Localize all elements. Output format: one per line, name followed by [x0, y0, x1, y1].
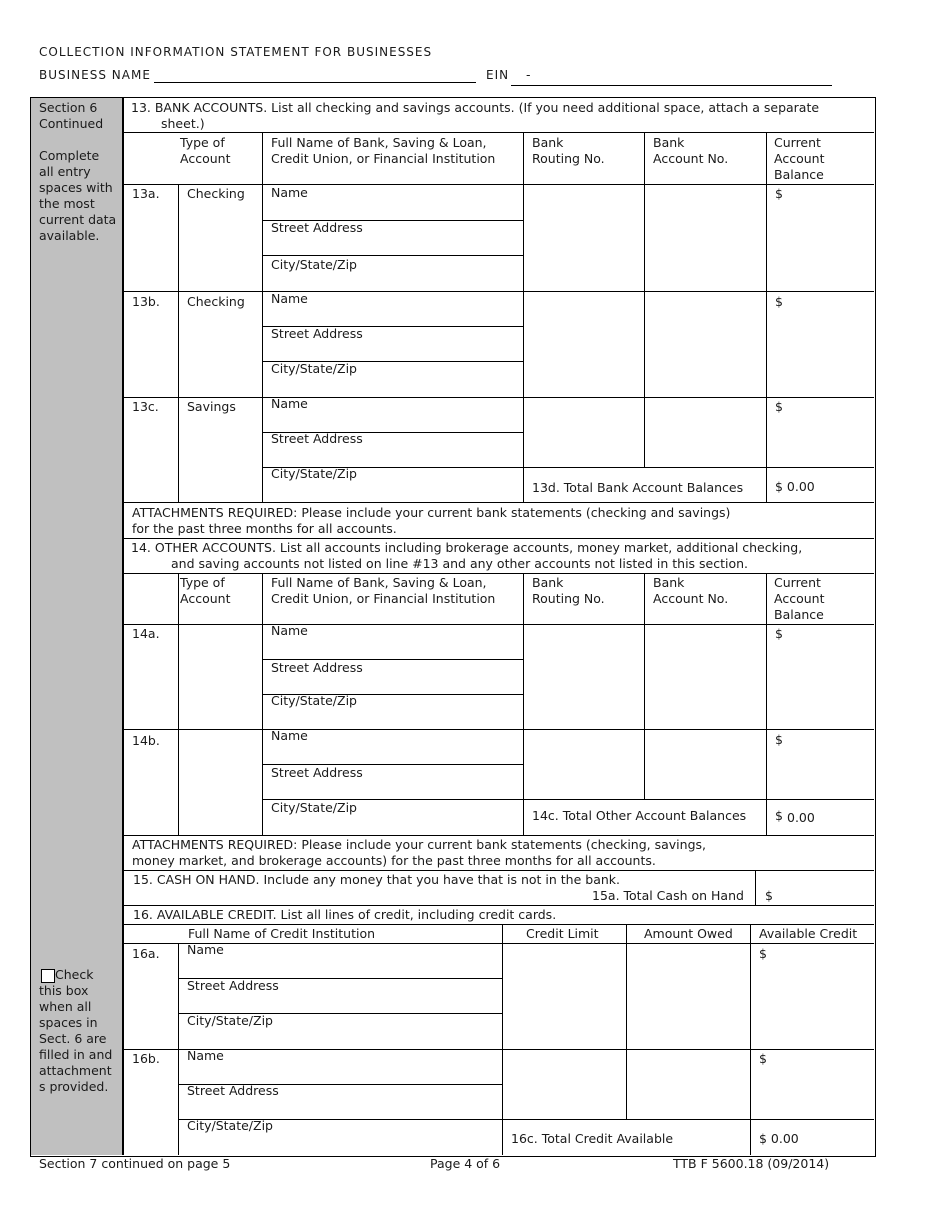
col-fullname: Credit Union, or Financial Institution: [271, 591, 496, 606]
dollar-sign: $: [775, 732, 783, 747]
divider: [123, 729, 874, 730]
divider: [123, 1049, 874, 1050]
street-label: Street Address: [271, 220, 363, 235]
name-label: Name: [271, 396, 308, 411]
city-label: City/State/Zip: [271, 466, 357, 481]
divider: [750, 924, 751, 1155]
street-label: Street Address: [187, 978, 279, 993]
row-label: 16b.: [132, 1051, 160, 1066]
divider: [123, 397, 874, 398]
total-credit-value[interactable]: $ 0.00: [759, 1131, 799, 1146]
divider: [178, 184, 179, 502]
divider: [123, 870, 874, 871]
col-amount-owed: Amount Owed: [644, 926, 733, 941]
section14-heading-cont: and saving accounts not listed on line #13 and any other accounts not listed in this section.: [171, 556, 749, 571]
col-balance: Balance: [774, 167, 824, 182]
street-label: Street Address: [271, 765, 363, 780]
check-text-line: Check: [55, 967, 94, 982]
name-label: Name: [271, 728, 308, 743]
col-account: Bank: [653, 575, 685, 590]
name-label: Name: [187, 942, 224, 957]
row-label: 14b.: [132, 733, 160, 748]
check-text-line: spaces in: [39, 1015, 98, 1030]
name-label: Name: [271, 291, 308, 306]
instruction-line: all entry: [39, 164, 91, 179]
city-label: City/State/Zip: [271, 257, 357, 272]
row-label: 13c.: [132, 399, 159, 414]
city-label: City/State/Zip: [271, 693, 357, 708]
divider: [123, 184, 874, 185]
total-other-value[interactable]: 0.00: [787, 810, 815, 825]
row-label: 13b.: [132, 294, 160, 309]
total-credit-label: 16c. Total Credit Available: [511, 1131, 674, 1146]
col-credit-institution: Full Name of Credit Institution: [188, 926, 376, 941]
divider: [262, 255, 523, 256]
dollar-sign: $: [775, 294, 783, 309]
page-number: Page 4 of 6: [430, 1156, 501, 1171]
divider: [644, 132, 645, 467]
form-id: TTB F 5600.18 (09/2014): [673, 1156, 830, 1171]
dollar-sign: $: [775, 186, 783, 201]
col-available-credit: Available Credit: [759, 926, 858, 941]
col-balance: Balance: [774, 607, 824, 622]
col-balance: Account: [774, 591, 825, 606]
check-text-line: s provided.: [39, 1079, 109, 1094]
divider: [123, 924, 874, 925]
account-type: Checking: [187, 186, 245, 201]
col-type: Type of: [180, 135, 225, 150]
divider: [123, 624, 874, 625]
col-fullname: Full Name of Bank, Saving & Loan,: [271, 135, 487, 150]
col-type: Account: [180, 151, 231, 166]
section14-heading: 14. OTHER ACCOUNTS. List all accounts including brokerage accounts, money market, additional checking,: [131, 540, 803, 555]
divider: [123, 291, 874, 292]
section-continued-label: Continued: [39, 116, 104, 131]
instruction-line: current data: [39, 212, 117, 227]
total-cash-dollar[interactable]: $: [765, 888, 773, 903]
account-type: Checking: [187, 294, 245, 309]
divider: [123, 573, 874, 574]
city-label: City/State/Zip: [187, 1118, 273, 1133]
city-label: City/State/Zip: [187, 1013, 273, 1028]
section13-heading-cont: sheet.): [161, 116, 205, 131]
instruction-line: Complete: [39, 148, 100, 163]
total-bank-value[interactable]: $ 0.00: [775, 479, 815, 494]
name-label: Name: [187, 1048, 224, 1063]
name-label: Name: [271, 185, 308, 200]
divider: [766, 573, 767, 835]
divider: [644, 573, 645, 799]
row-label: 16a.: [132, 946, 160, 961]
col-account: Account No.: [653, 151, 729, 166]
col-routing: Routing No.: [532, 151, 605, 166]
col-type: Account: [180, 591, 231, 606]
attachment-note: money market, and brokerage accounts) for the past three months for all accounts.: [132, 853, 656, 868]
divider: [123, 132, 874, 133]
street-label: Street Address: [271, 326, 363, 341]
divider: [178, 573, 179, 835]
ein-dash: -: [526, 67, 531, 82]
divider: [123, 943, 874, 944]
total-bank-label: 13d. Total Bank Account Balances: [532, 480, 744, 495]
street-label: Street Address: [271, 660, 363, 675]
divider: [502, 924, 503, 1155]
divider: [766, 132, 767, 502]
section-complete-checkbox[interactable]: [41, 969, 55, 983]
city-label: City/State/Zip: [271, 361, 357, 376]
divider: [626, 924, 627, 1119]
dollar-sign: $: [775, 399, 783, 414]
dollar-sign: $: [759, 1051, 767, 1066]
section15-heading: 15. CASH ON HAND. Include any money that you have that is not in the bank.: [133, 872, 620, 887]
col-balance: Current: [774, 135, 821, 150]
section16-heading: 16. AVAILABLE CREDIT. List all lines of credit, including credit cards.: [133, 907, 557, 922]
divider: [123, 538, 874, 539]
attachment-note: ATTACHMENTS REQUIRED: Please include your current bank statements (checking and savings): [132, 505, 731, 520]
name-label: Name: [271, 623, 308, 638]
col-routing: Routing No.: [532, 591, 605, 606]
divider: [262, 132, 263, 502]
business-name-field[interactable]: [154, 82, 476, 83]
ein-label: EIN: [486, 68, 510, 82]
divider: [523, 132, 524, 502]
footer-continued: Section 7 continued on page 5: [39, 1156, 231, 1171]
total-other-dollar: $: [775, 808, 783, 823]
col-routing: Bank: [532, 575, 564, 590]
col-account: Bank: [653, 135, 685, 150]
col-routing: Bank: [532, 135, 564, 150]
check-text-line: when all: [39, 999, 92, 1014]
form-title: COLLECTION INFORMATION STATEMENT FOR BUSINESSES: [39, 45, 433, 59]
row-label: 13a.: [132, 186, 160, 201]
dollar-sign: $: [775, 626, 783, 641]
instruction-line: the most: [39, 196, 95, 211]
divider: [755, 870, 756, 905]
total-other-label: 14c. Total Other Account Balances: [532, 808, 747, 823]
divider: [123, 905, 874, 906]
business-name-label: BUSINESS NAME: [39, 68, 151, 82]
ein-field[interactable]: [511, 85, 832, 86]
check-text-line: filled in and: [39, 1047, 113, 1062]
section13-heading: 13. BANK ACCOUNTS. List all checking and savings accounts. (If you need additional space, attach a separate: [131, 100, 820, 115]
dollar-sign: $: [759, 946, 767, 961]
divider: [123, 502, 874, 503]
total-cash-label: 15a. Total Cash on Hand: [592, 888, 744, 903]
account-type: Savings: [187, 399, 236, 414]
section-label: Section 6: [39, 100, 98, 115]
city-label: City/State/Zip: [271, 800, 357, 815]
divider: [123, 835, 874, 836]
street-label: Street Address: [187, 1083, 279, 1098]
divider: [262, 573, 263, 835]
divider: [178, 1119, 874, 1120]
col-type: Type of: [180, 575, 225, 590]
col-account: Account No.: [653, 591, 729, 606]
attachment-note: for the past three months for all accounts.: [132, 521, 397, 536]
check-text-line: this box: [39, 983, 89, 998]
instruction-line: available.: [39, 228, 100, 243]
street-label: Street Address: [271, 431, 363, 446]
attachment-note: ATTACHMENTS REQUIRED: Please include your current bank statements (checking, savings,: [132, 837, 706, 852]
row-label: 14a.: [132, 626, 160, 641]
divider: [523, 573, 524, 835]
instruction-line: spaces with: [39, 180, 113, 195]
col-credit-limit: Credit Limit: [526, 926, 599, 941]
col-fullname: Full Name of Bank, Saving & Loan,: [271, 575, 487, 590]
check-text-line: attachment: [39, 1063, 112, 1078]
col-fullname: Credit Union, or Financial Institution: [271, 151, 496, 166]
check-text-line: Sect. 6 are: [39, 1031, 107, 1046]
col-balance: Account: [774, 151, 825, 166]
col-balance: Current: [774, 575, 821, 590]
